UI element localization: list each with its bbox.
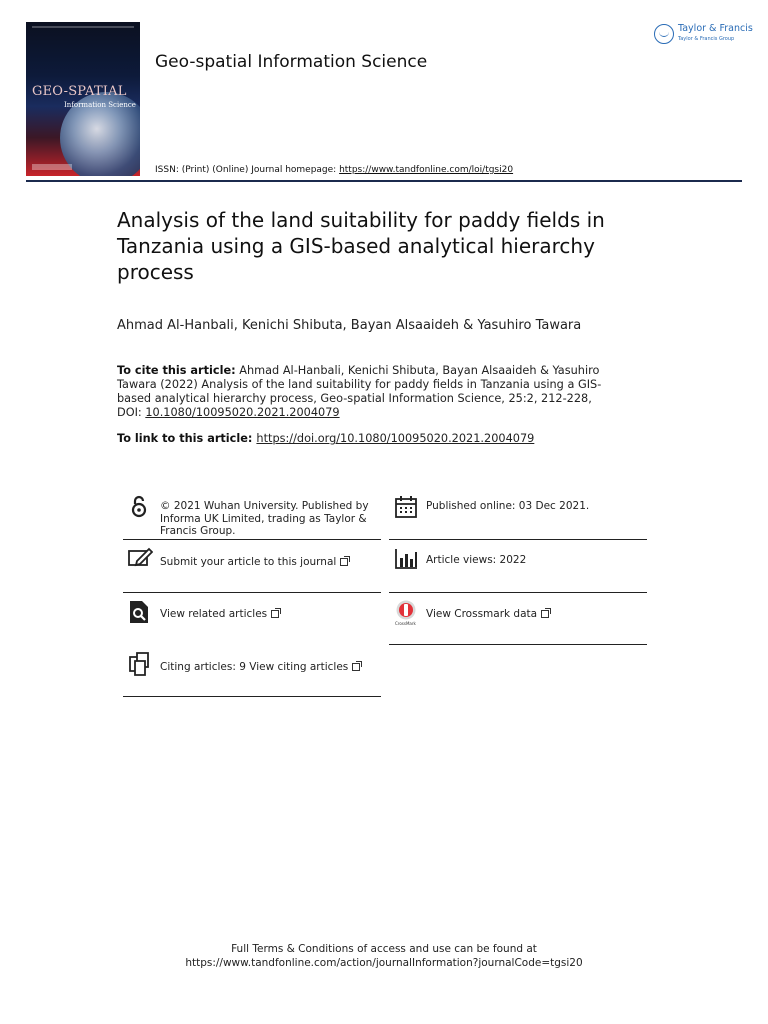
cite-label: To cite this article: [117, 364, 236, 377]
article-title: Analysis of the land suitability for paddy fields in Tanzania using a GIS-based analytical hierarchy process [117, 208, 605, 284]
bar-chart-icon [393, 546, 419, 572]
article-authors: Ahmad Al-Hanbali, Kenichi Shibuta, Bayan Alsaaideh & Yasuhiro Tawara [117, 318, 582, 333]
related-articles-icon [127, 599, 153, 625]
article-link-line [117, 432, 534, 445]
external-link-icon [271, 610, 279, 618]
terms-footer [0, 942, 768, 970]
publisher-logo-icon [654, 24, 674, 44]
terms-url[interactable]: https://www.tandfonline.com/action/journalInformation?journalCode=tgsi20 [185, 957, 583, 969]
issn-text: ISSN: (Print) (Online) Journal homepage: [155, 165, 340, 175]
crossmark-label: View Crossmark data [426, 608, 538, 620]
terms-text: Full Terms & Conditions of access and use can be found at [231, 943, 537, 955]
crossmark-caption: CrossMark [395, 621, 416, 626]
doi-link[interactable]: 10.1080/10095020.2021.2004079 [145, 406, 340, 419]
external-link-icon [541, 610, 549, 618]
cover-top-strip [32, 26, 134, 28]
submit-article-cell[interactable] [123, 546, 381, 592]
open-access-cell [123, 494, 381, 540]
citation-block [117, 364, 617, 420]
article-views-cell [389, 546, 647, 592]
divider [389, 539, 647, 540]
header-divider [26, 180, 742, 182]
related-articles-cell[interactable] [123, 599, 381, 645]
journal-homepage-link[interactable]: https://www.tandfonline.com/loi/tgsi20 [339, 165, 514, 175]
divider [123, 539, 381, 540]
journal-cover-image [26, 22, 140, 176]
publisher-logo[interactable] [654, 22, 754, 48]
link-label: To link to this article: [117, 432, 253, 445]
divider [123, 592, 381, 593]
related-articles-label: View related articles [160, 608, 268, 620]
citing-articles-icon [127, 651, 153, 677]
edit-icon [127, 546, 153, 572]
article-views: Article views: 2022 [426, 554, 527, 566]
submit-article-link[interactable] [160, 556, 348, 569]
citing-articles-link[interactable] [160, 661, 360, 674]
submit-article-label: Submit your article to this journal [160, 556, 337, 568]
citing-articles-label: Citing articles: 9 View citing articles [160, 661, 349, 673]
crossmark-cell[interactable] [389, 599, 647, 645]
citing-articles-cell[interactable] [123, 651, 381, 697]
calendar-icon [393, 494, 419, 520]
open-access-icon [127, 494, 153, 520]
cite-text: Ahmad Al-Hanbali, Kenichi Shibuta, Bayan Alsaaideh & Yasuhiro Tawara (2022) Analysis of the land suitability for paddy fields in Tanzania using a GIS-based analytical hierarchy process, Geo-spatial Information Science, 25:2, 212-228, DOI: [117, 364, 602, 419]
cover-publisher-mark [32, 164, 72, 170]
external-link-icon [352, 663, 360, 671]
cover-title: GEO-SPATIAL [32, 84, 127, 99]
license-text: © 2021 Wuhan University. Published by Informa UK Limited, trading as Taylor & Francis Group. [160, 500, 369, 537]
cover-subtitle: Information Science [64, 101, 136, 109]
article-doi-url[interactable]: https://doi.org/10.1080/10095020.2021.2004079 [256, 432, 535, 445]
journal-title: Geo-spatial Information Science [155, 52, 428, 72]
crossmark-link[interactable] [426, 608, 549, 621]
publisher-group: Taylor & Francis Group [678, 36, 735, 42]
divider [123, 696, 381, 697]
divider [389, 644, 647, 645]
published-cell [389, 494, 647, 540]
issn-line [155, 165, 513, 175]
publisher-name: Taylor & Francis [678, 23, 753, 34]
external-link-icon [340, 558, 348, 566]
related-articles-link[interactable] [160, 608, 279, 621]
published-date: Published online: 03 Dec 2021. [426, 500, 590, 512]
divider [389, 592, 647, 593]
